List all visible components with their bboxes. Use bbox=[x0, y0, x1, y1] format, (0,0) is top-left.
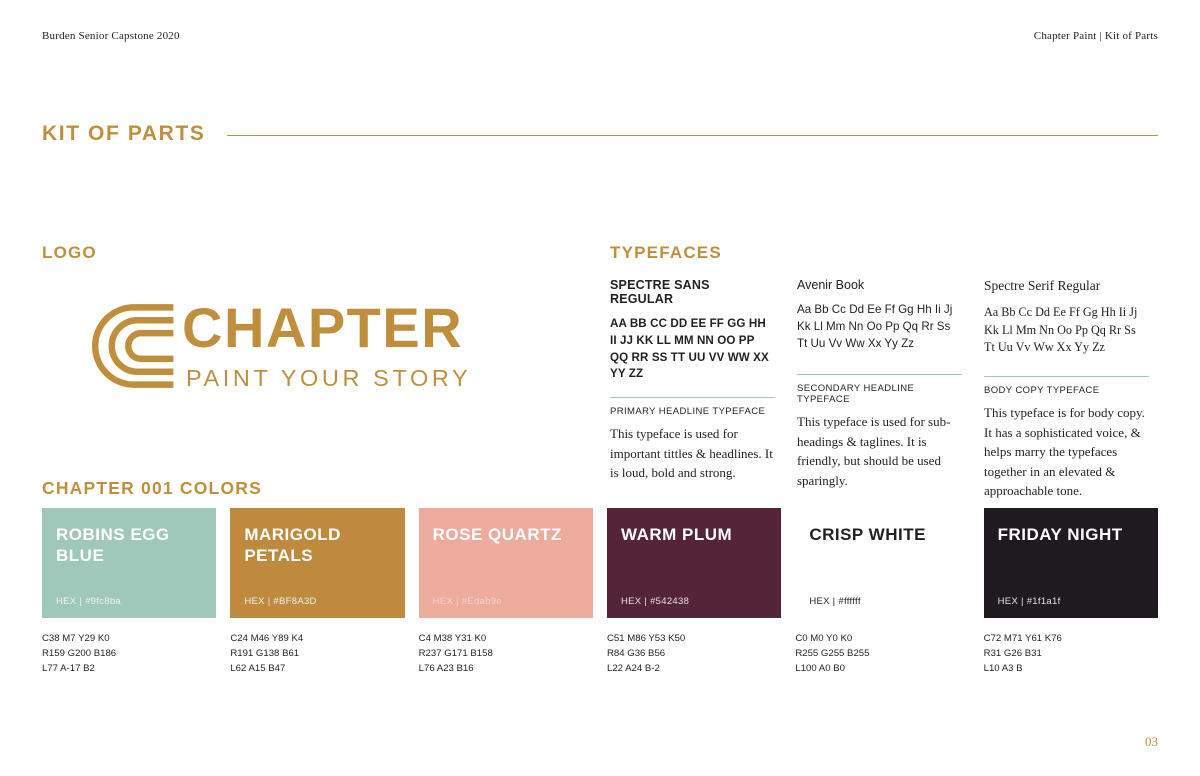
color-rgb: R255 G255 B255 bbox=[795, 647, 870, 659]
title-rule bbox=[227, 135, 1158, 136]
color-rgb: R237 G171 B158 bbox=[418, 647, 493, 659]
color-rgb: R31 G26 B31 bbox=[983, 647, 1042, 659]
color-chip bbox=[42, 508, 216, 618]
color-chip bbox=[419, 508, 593, 618]
color-swatch-item bbox=[42, 508, 216, 677]
color-rgb: R84 G36 B56 bbox=[606, 647, 666, 659]
color-name: ROBINS EGG BLUE bbox=[56, 525, 170, 566]
color-cmyk: C0 M0 Y0 K0 bbox=[795, 633, 853, 644]
typeface-divider bbox=[797, 374, 962, 375]
color-values bbox=[795, 632, 969, 677]
typeface-specimen: Aa Bb Cc Dd Ee Ff Gg Hh Ii Jj Kk Ll Mm Nn Oo Pp Qq Rr Ss Tt Uu Vv Ww Xx Yy Zz bbox=[797, 303, 953, 350]
section-heading-typefaces: TYPEFACES bbox=[610, 243, 722, 262]
color-lab: L77 A-17 B2 bbox=[42, 662, 95, 674]
color-hex-label: HEX | #ffffff bbox=[809, 596, 861, 607]
color-name: CRISP WHITE bbox=[809, 525, 926, 544]
chapter-c-spiral-icon bbox=[86, 300, 178, 392]
typeface-column-primary bbox=[610, 278, 775, 501]
color-name: WARM PLUM bbox=[620, 525, 733, 544]
page-title: KIT OF PARTS bbox=[42, 122, 206, 145]
color-chip bbox=[607, 508, 781, 618]
color-lab: L10 A3 B bbox=[983, 662, 1023, 674]
color-values bbox=[607, 632, 781, 677]
color-hex-label: HEX | #Edab9e bbox=[432, 596, 502, 607]
typeface-name: SPECTRE SANS REGULAR bbox=[610, 278, 710, 306]
logo-wordmark: CHAPTER bbox=[182, 295, 464, 359]
typeface-name: Avenir Book bbox=[797, 278, 865, 292]
color-cmyk: C4 M38 Y31 K0 bbox=[418, 633, 487, 644]
color-values bbox=[419, 632, 593, 677]
color-values bbox=[42, 632, 216, 677]
color-lab: L62 A15 B47 bbox=[230, 662, 286, 674]
color-values bbox=[230, 632, 404, 677]
typeface-role: PRIMARY HEADLINE TYPEFACE bbox=[610, 406, 766, 418]
page-number: 03 bbox=[1145, 734, 1158, 749]
typeface-name: Spectre Serif Regular bbox=[984, 278, 1101, 293]
color-lab: L22 A24 B-2 bbox=[606, 662, 660, 674]
typeface-description: This typeface is used for important tittles & headlines. It is loud, bold and strong. bbox=[610, 426, 773, 481]
color-swatch-item bbox=[984, 508, 1158, 677]
color-cmyk: C24 M46 Y89 K4 bbox=[230, 633, 304, 644]
color-chip bbox=[984, 508, 1158, 618]
color-chip bbox=[230, 508, 404, 618]
color-rgb: R159 G200 B186 bbox=[42, 647, 117, 659]
typeface-divider bbox=[610, 397, 775, 398]
color-swatch-item bbox=[419, 508, 593, 677]
section-heading-colors: CHAPTER 001 COLORS bbox=[42, 478, 262, 498]
color-name: ROSE QUARTZ bbox=[432, 525, 562, 544]
typefaces-columns bbox=[610, 278, 1158, 501]
typeface-role: SECONDARY HEADLINE TYPEFACE bbox=[797, 383, 915, 405]
typeface-specimen: AA BB CC DD EE FF GG HH II JJ KK LL MM NN OO PP QQ RR SS TT UU VV WW XX YY ZZ bbox=[610, 317, 769, 381]
color-name: FRIDAY NIGHT bbox=[997, 525, 1123, 544]
color-swatch-item bbox=[230, 508, 404, 677]
color-cmyk: C38 M7 Y29 K0 bbox=[42, 633, 110, 644]
typeface-specimen: Aa Bb Cc Dd Ee Ff Gg Hh Ii Jj Kk Ll Mm Nn Oo Pp Qq Rr Ss Tt Uu Vv Ww Xx Yy Zz bbox=[984, 305, 1138, 355]
logo-tagline: PAINT YOUR STORY bbox=[186, 364, 472, 391]
color-swatch-row bbox=[42, 508, 1158, 677]
color-swatch-item bbox=[607, 508, 781, 677]
logo-lockup bbox=[86, 288, 556, 403]
color-hex-label: HEX | #1f1a1f bbox=[997, 596, 1061, 607]
typeface-description: This typeface is for body copy. It has a sophisticated voice, & helps marry the typefaces together in an elevated & approachable tone. bbox=[984, 405, 1145, 498]
running-head bbox=[42, 30, 1158, 42]
color-swatch-item bbox=[795, 508, 969, 677]
color-cmyk: C51 M86 Y53 K50 bbox=[606, 633, 686, 644]
typeface-description: This typeface is used for sub-headings & taglines. It is friendly, but should be used sparingly. bbox=[797, 414, 951, 488]
running-head-left: Burden Senior Capstone 2020 bbox=[42, 30, 180, 42]
logo-wordmark-group bbox=[182, 295, 472, 392]
typeface-role: BODY COPY TYPEFACE bbox=[984, 385, 1100, 396]
color-lab: L76 A23 B16 bbox=[418, 662, 474, 674]
page-title-row bbox=[42, 122, 1158, 146]
typeface-column-body bbox=[984, 278, 1149, 501]
color-hex-label: HEX | #BF8A3D bbox=[244, 596, 317, 607]
running-head-right: Chapter Paint | Kit of Parts bbox=[1033, 30, 1158, 42]
color-cmyk: C72 M71 Y61 K76 bbox=[983, 633, 1062, 644]
color-hex-label: HEX | #542438 bbox=[620, 596, 690, 607]
section-heading-logo: LOGO bbox=[42, 243, 97, 262]
typeface-divider bbox=[984, 376, 1149, 377]
color-chip bbox=[795, 508, 969, 618]
color-values bbox=[984, 632, 1158, 677]
color-name: MARIGOLD PETALS bbox=[244, 525, 341, 566]
typeface-column-secondary bbox=[797, 278, 962, 501]
color-lab: L100 A0 B0 bbox=[795, 662, 845, 674]
color-hex-label: HEX | #9fc8ba bbox=[56, 596, 121, 607]
color-rgb: R191 G138 B61 bbox=[230, 647, 300, 659]
